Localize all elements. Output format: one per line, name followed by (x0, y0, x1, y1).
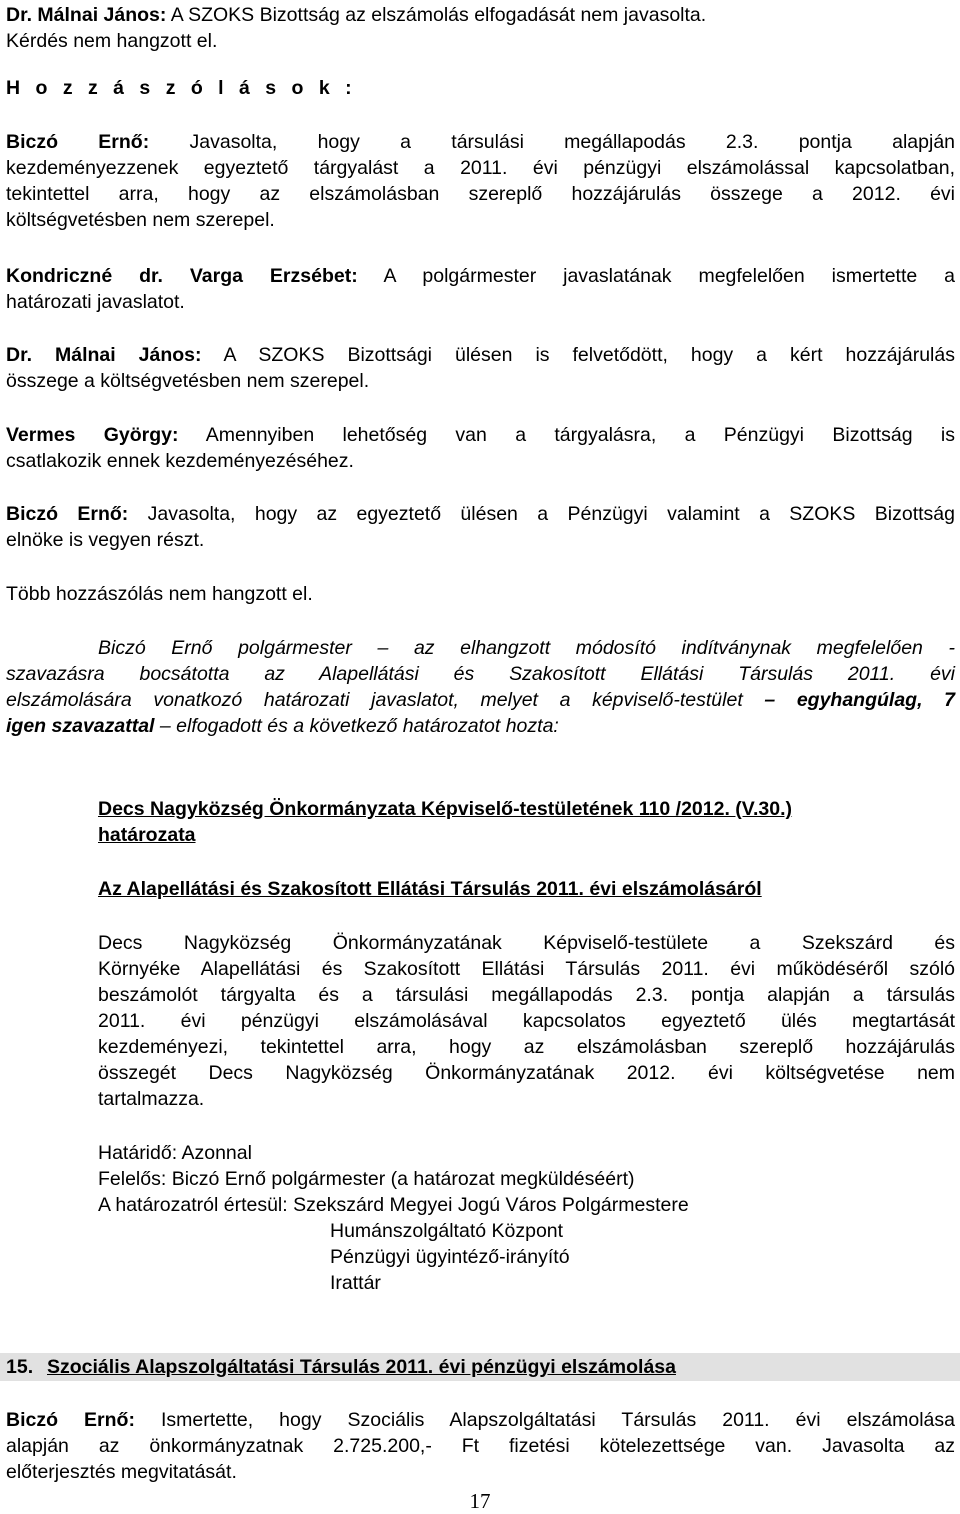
notified-recipient: Pénzügyi ügyintéző-irányító (330, 1246, 570, 1268)
paragraph-text: Javasolta, hogy az egyeztető ülésen a Pénzügyi valamint a SZOKS Bizottság (128, 503, 955, 525)
vote-line-2: szavazásra bocsátotta az Alapellátási és Szakosított Ellátási Társulás 2011. évi (6, 663, 955, 685)
speaker-name: Biczó Ernő: (6, 503, 129, 525)
paragraph-text: Amennyiben lehetőség van a tárgyalásra, a Pénzügyi Bizottság is (178, 424, 955, 446)
paragraph-text: Ismertette, hogy Szociális Alapszolgáltatási Társulás 2011. évi elszámolása (134, 1409, 955, 1431)
paragraph-line: tekintettel arra, hogy az elszámolásban szereplő hozzájárulás összege a 2012. évi (6, 183, 955, 205)
paragraph-biczo-1 (6, 129, 955, 155)
paragraph-text: Javasolta, hogy a társulási megállapodás 2.3. pontja alapján (149, 131, 956, 153)
paragraph-text: A SZOKS Bizottság az elszámolás elfogadását nem javasolta. (166, 4, 707, 26)
notified-label: A határozatról értesül: (98, 1194, 294, 1216)
resolution-notified (98, 1192, 955, 1218)
paragraph-biczo-2 (6, 501, 955, 527)
resolution-body: Környéke Alapellátási és Szakosított Ellátási Társulás 2011. évi működéséről szóló (98, 958, 955, 980)
resolution-body: összegét Decs Nagyközség Önkormányzatának 2012. évi költségvetése nem (98, 1062, 955, 1084)
paragraph-text: A polgármester javaslatának megfelelően ismertette a (357, 265, 956, 287)
notified-recipient: Irattár (330, 1272, 381, 1294)
vote-result: igen szavazattal (6, 715, 155, 737)
section-heading-15 (0, 1353, 960, 1381)
speaker-name: Dr. Málnai János: (6, 344, 202, 366)
resolution-title: Decs Nagyközség Önkormányzata Képviselő-testületének 110 /2012. (V.30.) (98, 798, 793, 820)
resolution-title-line-2: határozata (98, 824, 196, 846)
resolution-subject: Az Alapellátási és Szakosított Ellátási Társulás 2011. évi elszámolásáról (98, 878, 762, 900)
resolution-body: kezdeményezi, tekintettel arra, hogy az elszámolásban szereplő hozzájárulás (98, 1036, 955, 1058)
paragraph-kondriczne (6, 263, 955, 289)
vote-line-4 (6, 713, 955, 739)
speaker-name: Vermes György: (6, 424, 179, 446)
paragraph-line: csatlakozik ennek kezdeményezéséhez. (6, 450, 354, 472)
vote-line-3 (6, 687, 955, 713)
resolution-body: 2011. évi pénzügyi elszámolásával kapcsolatos egyeztető ülés megtartását (98, 1010, 955, 1032)
vote-text: – elfogadott és a következő határozatot hozta: (154, 715, 559, 737)
resolution-body: beszámolót tárgyalta és a társulási megállapodás 2.3. pontja alapján a társulás (98, 984, 955, 1006)
paragraph-line: elnöke is vegyen részt. (6, 529, 205, 551)
paragraph-malnai-1 (6, 2, 955, 28)
section-title: Szociális Alapszolgáltatási Társulás 2011. évi pénzügyi elszámolása (47, 1356, 676, 1378)
paragraph-vermes (6, 422, 955, 448)
comments-heading: H o z z á s z ó l á s o k : (6, 77, 357, 99)
page-number: 17 (469, 1489, 491, 1513)
paragraph-text: A SZOKS Bizottsági ülésen is felvetődött, hogy a kért hozzájárulás (201, 344, 955, 366)
no-more-comments: Több hozzászólás nem hangzott el. (6, 583, 313, 605)
section-number: 15. (6, 1356, 34, 1378)
notified-recipient: Szekszárd Megyei Jogú Város Polgármestere (293, 1194, 689, 1216)
resolution-body: tartalmazza. (98, 1088, 205, 1110)
vote-line-1: Biczó Ernő polgármester – az elhangzott módosító indítványnak megfelelően - (98, 637, 955, 659)
resolution-body: Decs Nagyközség Önkormányzatának Képviselő-testülete a Szekszárd és (98, 932, 955, 954)
paragraph-line: kezdeményezzenek egyeztető tárgyalást a 2011. évi pénzügyi elszámolással kapcsolatban, (6, 157, 955, 179)
paragraph-line (6, 28, 955, 54)
resolution-deadline: Határidő: Azonnal (98, 1142, 252, 1164)
paragraph-line: határozati javaslatot. (6, 291, 185, 313)
resolution-responsible: Felelős: Biczó Ernő polgármester (a határozat megküldéséért) (98, 1168, 635, 1190)
paragraph-line: alapján az önkormányzatnak 2.725.200,- Ft fizetési kötelezettsége van. Javasolta az (6, 1435, 955, 1457)
paragraph-line: költségvetésben nem szerepel. (6, 209, 275, 231)
speaker-name: Dr. Málnai János: (6, 4, 167, 26)
speaker-name: Biczó Ernő: (6, 131, 150, 153)
vote-result: – egyhangúlag, 7 (764, 689, 955, 711)
paragraph-biczo-3 (6, 1407, 955, 1433)
paragraph-malnai-2 (6, 342, 955, 368)
paragraph-text: Kérdés nem hangzott el. (6, 30, 218, 52)
vote-text: elszámolására vonatkozó határozati javaslatot, melyet a képviselő-testület (6, 689, 765, 711)
paragraph-line: előterjesztés megvitatását. (6, 1461, 237, 1483)
speaker-name: Kondriczné dr. Varga Erzsébet: (6, 265, 358, 287)
paragraph-line: összege a költségvetésben nem szerepel. (6, 370, 370, 392)
speaker-name: Biczó Ernő: (6, 1409, 135, 1431)
notified-recipient: Humánszolgáltató Központ (330, 1220, 564, 1242)
